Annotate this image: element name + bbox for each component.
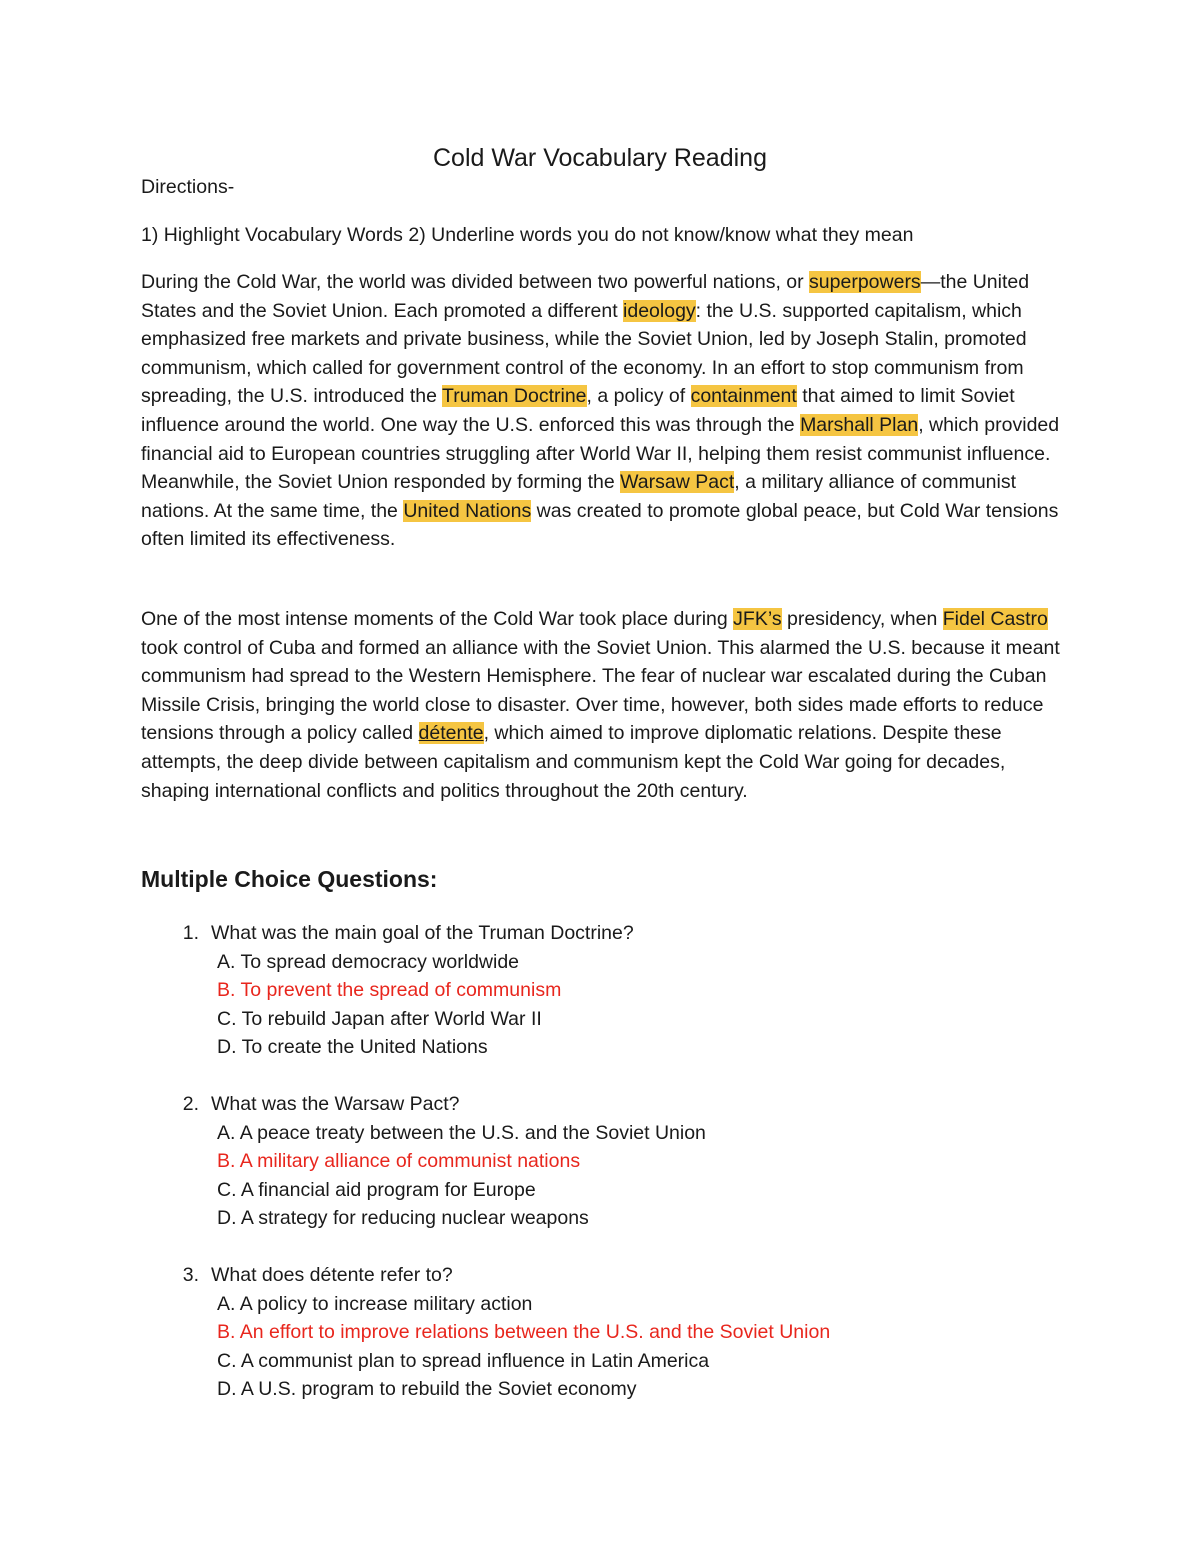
reading-paragraph-1 [141, 268, 1071, 554]
vocabulary-highlight: Truman Doctrine [442, 385, 587, 408]
mcq-heading: Multiple Choice Questions: [141, 866, 438, 892]
paragraph-text: , a policy of [586, 385, 691, 408]
vocabulary-highlight: containment [690, 385, 797, 408]
answer-option: D. A strategy for reducing nuclear weapons [217, 1207, 589, 1229]
question-stem [141, 919, 1071, 948]
question-1 [141, 919, 1071, 1062]
vocabulary-highlight: Fidel Castro [942, 608, 1048, 630]
question-3 [141, 1261, 1071, 1404]
vocabulary-highlight: Warsaw Pact [620, 471, 735, 494]
question-number: 3. [182, 1264, 199, 1286]
vocabulary-highlight: détente [418, 722, 484, 745]
answer-option: C. A communist plan to spread influence in Latin America [217, 1349, 710, 1372]
paragraph-text: —the United States and the Soviet Union. Each promoted a different [141, 271, 1030, 322]
question-text: What was the Warsaw Pact? [211, 1093, 460, 1115]
vocabulary-highlight: United Nations [403, 499, 532, 522]
question-stem [141, 1090, 1071, 1119]
answer-option: C. To rebuild Japan after World War II [217, 1007, 542, 1030]
paragraph-text: presidency, when [781, 608, 943, 630]
directions-label: Directions- [141, 176, 235, 198]
question-stem [141, 1261, 1071, 1290]
vocabulary-highlight: ideology [623, 299, 696, 322]
paragraph-text: took control of Cuba and formed an alliance with the Soviet Union. This alarmed the U.S. because it meant communism had spread to the Western Hemisphere. The fear of nuclear war escalated during the Cuban Missile Crisis, bringing the world close to disaster. Over time, however, both sides made efforts to reduce tensions through a policy called [141, 636, 1060, 745]
answer-option-correct: B. To prevent the spread of communism [217, 979, 562, 1001]
answer-option: C. A financial aid program for Europe [217, 1178, 536, 1201]
answer-option-correct: B. A military alliance of communist nations [217, 1150, 581, 1172]
answer-option: D. A U.S. program to rebuild the Soviet economy [217, 1378, 637, 1400]
vocabulary-highlight: JFK’s [733, 608, 782, 630]
answer-option-correct: B. An effort to improve relations between the U.S. and the Soviet Union [217, 1321, 831, 1343]
question-text: What does détente refer to? [211, 1264, 453, 1286]
paragraph-text: , which provided financial aid to European countries struggling after World War II, helping them resist communist influence. Meanwhile, the Soviet Union responded by forming the [141, 413, 1060, 494]
vocabulary-highlight: superpowers [809, 271, 921, 293]
paragraph-text: : the U.S. supported capitalism, which emphasized free markets and private business, while the Soviet Union, led by Joseph Stalin, promoted communism, which called for government control of the economy. In an effort to stop communism from spreading, the U.S. introduced the [141, 299, 1027, 408]
answer-option: D. To create the United Nations [217, 1036, 488, 1058]
paragraph-text: was created to promote global peace, but Cold War tensions often limited its effectiveness. [141, 499, 1059, 551]
paragraph-text: , a military alliance of communist nations. At the same time, the [141, 471, 1017, 522]
question-number: 1. [182, 922, 199, 944]
directions-text: 1) Highlight Vocabulary Words 2) Underline words you do not know/know what they mean [141, 224, 914, 246]
page-title: Cold War Vocabulary Reading [433, 144, 767, 172]
answer-option: A. A policy to increase military action [217, 1292, 533, 1315]
reading-paragraph-2 [141, 605, 1071, 805]
paragraph-text: , which aimed to improve diplomatic relations. Despite these attempts, the deep divide between capitalism and communism kept the Cold War going for decades, shaping international conflicts and politics throughout the 20th century. [141, 722, 1006, 802]
question-text: What was the main goal of the Truman Doctrine? [211, 922, 634, 944]
vocabulary-highlight: Marshall Plan [800, 413, 919, 436]
answer-option: A. To spread democracy worldwide [217, 950, 520, 973]
question-2 [141, 1090, 1071, 1233]
paragraph-text: that aimed to limit Soviet influence around the world. One way the U.S. enforced this was through the [141, 385, 1015, 436]
paragraph-text: One of the most intense moments of the Cold War took place during [141, 608, 734, 630]
paragraph-text: During the Cold War, the world was divided between two powerful nations, or [141, 271, 810, 293]
question-number: 2. [182, 1093, 199, 1115]
answer-option: A. A peace treaty between the U.S. and the Soviet Union [217, 1121, 706, 1144]
